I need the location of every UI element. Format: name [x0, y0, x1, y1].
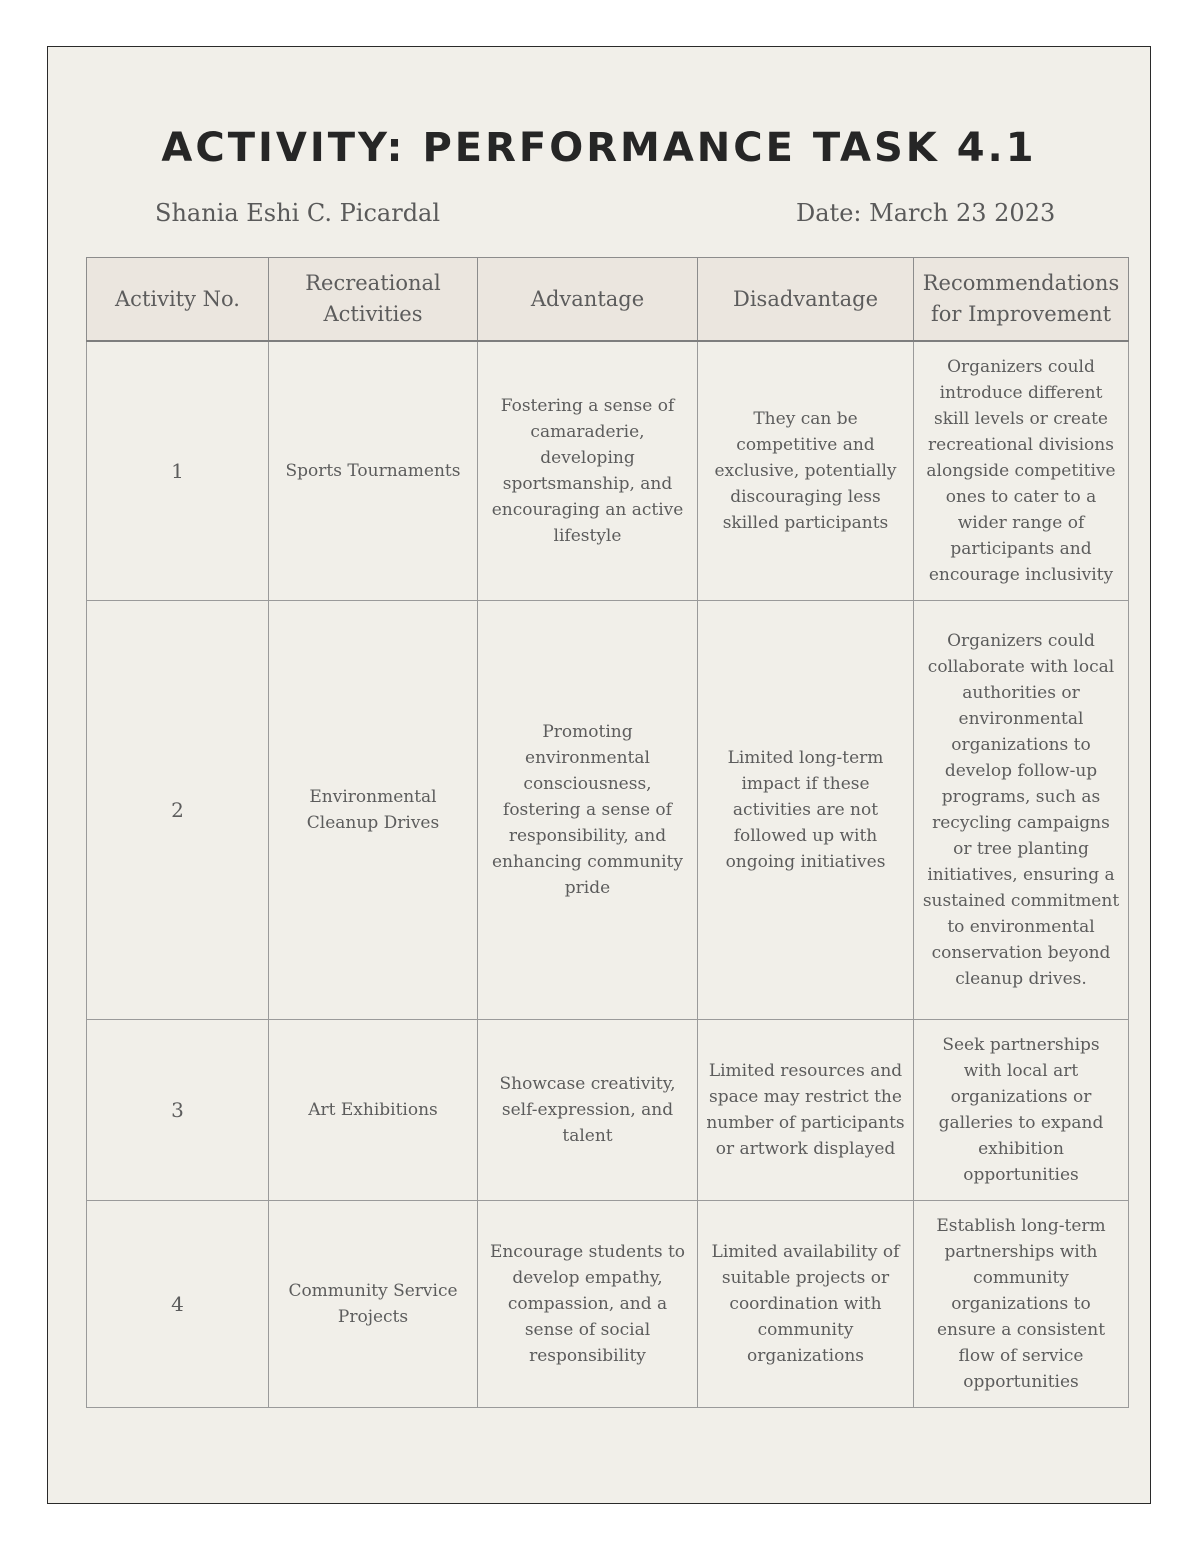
cell-activity-no: 2 [87, 601, 269, 1020]
cell-recommendation: Organizers could introduce different skill levels or create recreational divisions alongside competitive ones to cater to a wider range of participants and encourage inclusivity [914, 341, 1129, 601]
cell-activity-no: 4 [87, 1201, 269, 1408]
header-disadvantage: Disadvantage [698, 258, 914, 342]
header-recreational-activities: Recreational Activities [269, 258, 478, 342]
activity-table [86, 257, 1129, 1408]
cell-advantage: Encourage students to develop empathy, compassion, and a sense of social responsibility [478, 1201, 698, 1408]
cell-activity: Community Service Projects [269, 1201, 478, 1408]
cell-disadvantage: Limited long-term impact if these activities are not followed up with ongoing initiatives [698, 601, 914, 1020]
cell-advantage: Promoting environmental consciousness, fostering a sense of responsibility, and enhancing community pride [478, 601, 698, 1020]
page-title: ACTIVITY: PERFORMANCE TASK 4.1 [161, 125, 1037, 171]
cell-activity-no: 1 [87, 341, 269, 601]
cell-activity: Sports Tournaments [269, 341, 478, 601]
cell-recommendation: Establish long-term partnerships with community organizations to ensure a consistent flow of service opportunities [914, 1201, 1129, 1408]
cell-activity-no: 3 [87, 1020, 269, 1201]
header-activity-no: Activity No. [87, 258, 269, 342]
table-row [87, 1020, 1129, 1201]
cell-recommendation: Organizers could collaborate with local authorities or environmental organizations to develop follow-up programs, such as recycling campaigns or tree planting initiatives, ensuring a sustained commitment to environmental conservation beyond cleanup drives. [914, 601, 1129, 1020]
cell-disadvantage: They can be competitive and exclusive, potentially discouraging less skilled participants [698, 341, 914, 601]
table-row [87, 341, 1129, 601]
cell-advantage: Showcase creativity, self-expression, and talent [478, 1020, 698, 1201]
cell-disadvantage: Limited resources and space may restrict the number of participants or artwork displayed [698, 1020, 914, 1201]
table-row [87, 601, 1129, 1020]
table-header-row [87, 258, 1129, 342]
cell-advantage: Fostering a sense of camaraderie, developing sportsmanship, and encouraging an active lifestyle [478, 341, 698, 601]
date-label: Date: March 23 2023 [796, 199, 1056, 227]
cell-recommendation: Seek partnerships with local art organizations or galleries to expand exhibition opportunities [914, 1020, 1129, 1201]
student-name: Shania Eshi C. Picardal [155, 199, 441, 227]
cell-activity: Art Exhibitions [269, 1020, 478, 1201]
cell-disadvantage: Limited availability of suitable projects or coordination with community organizations [698, 1201, 914, 1408]
table-row [87, 1201, 1129, 1408]
header-advantage: Advantage [478, 258, 698, 342]
header-recommendations: Recommendations for Improvement [914, 258, 1129, 342]
document-page [47, 46, 1151, 1504]
cell-activity: Environmental Cleanup Drives [269, 601, 478, 1020]
